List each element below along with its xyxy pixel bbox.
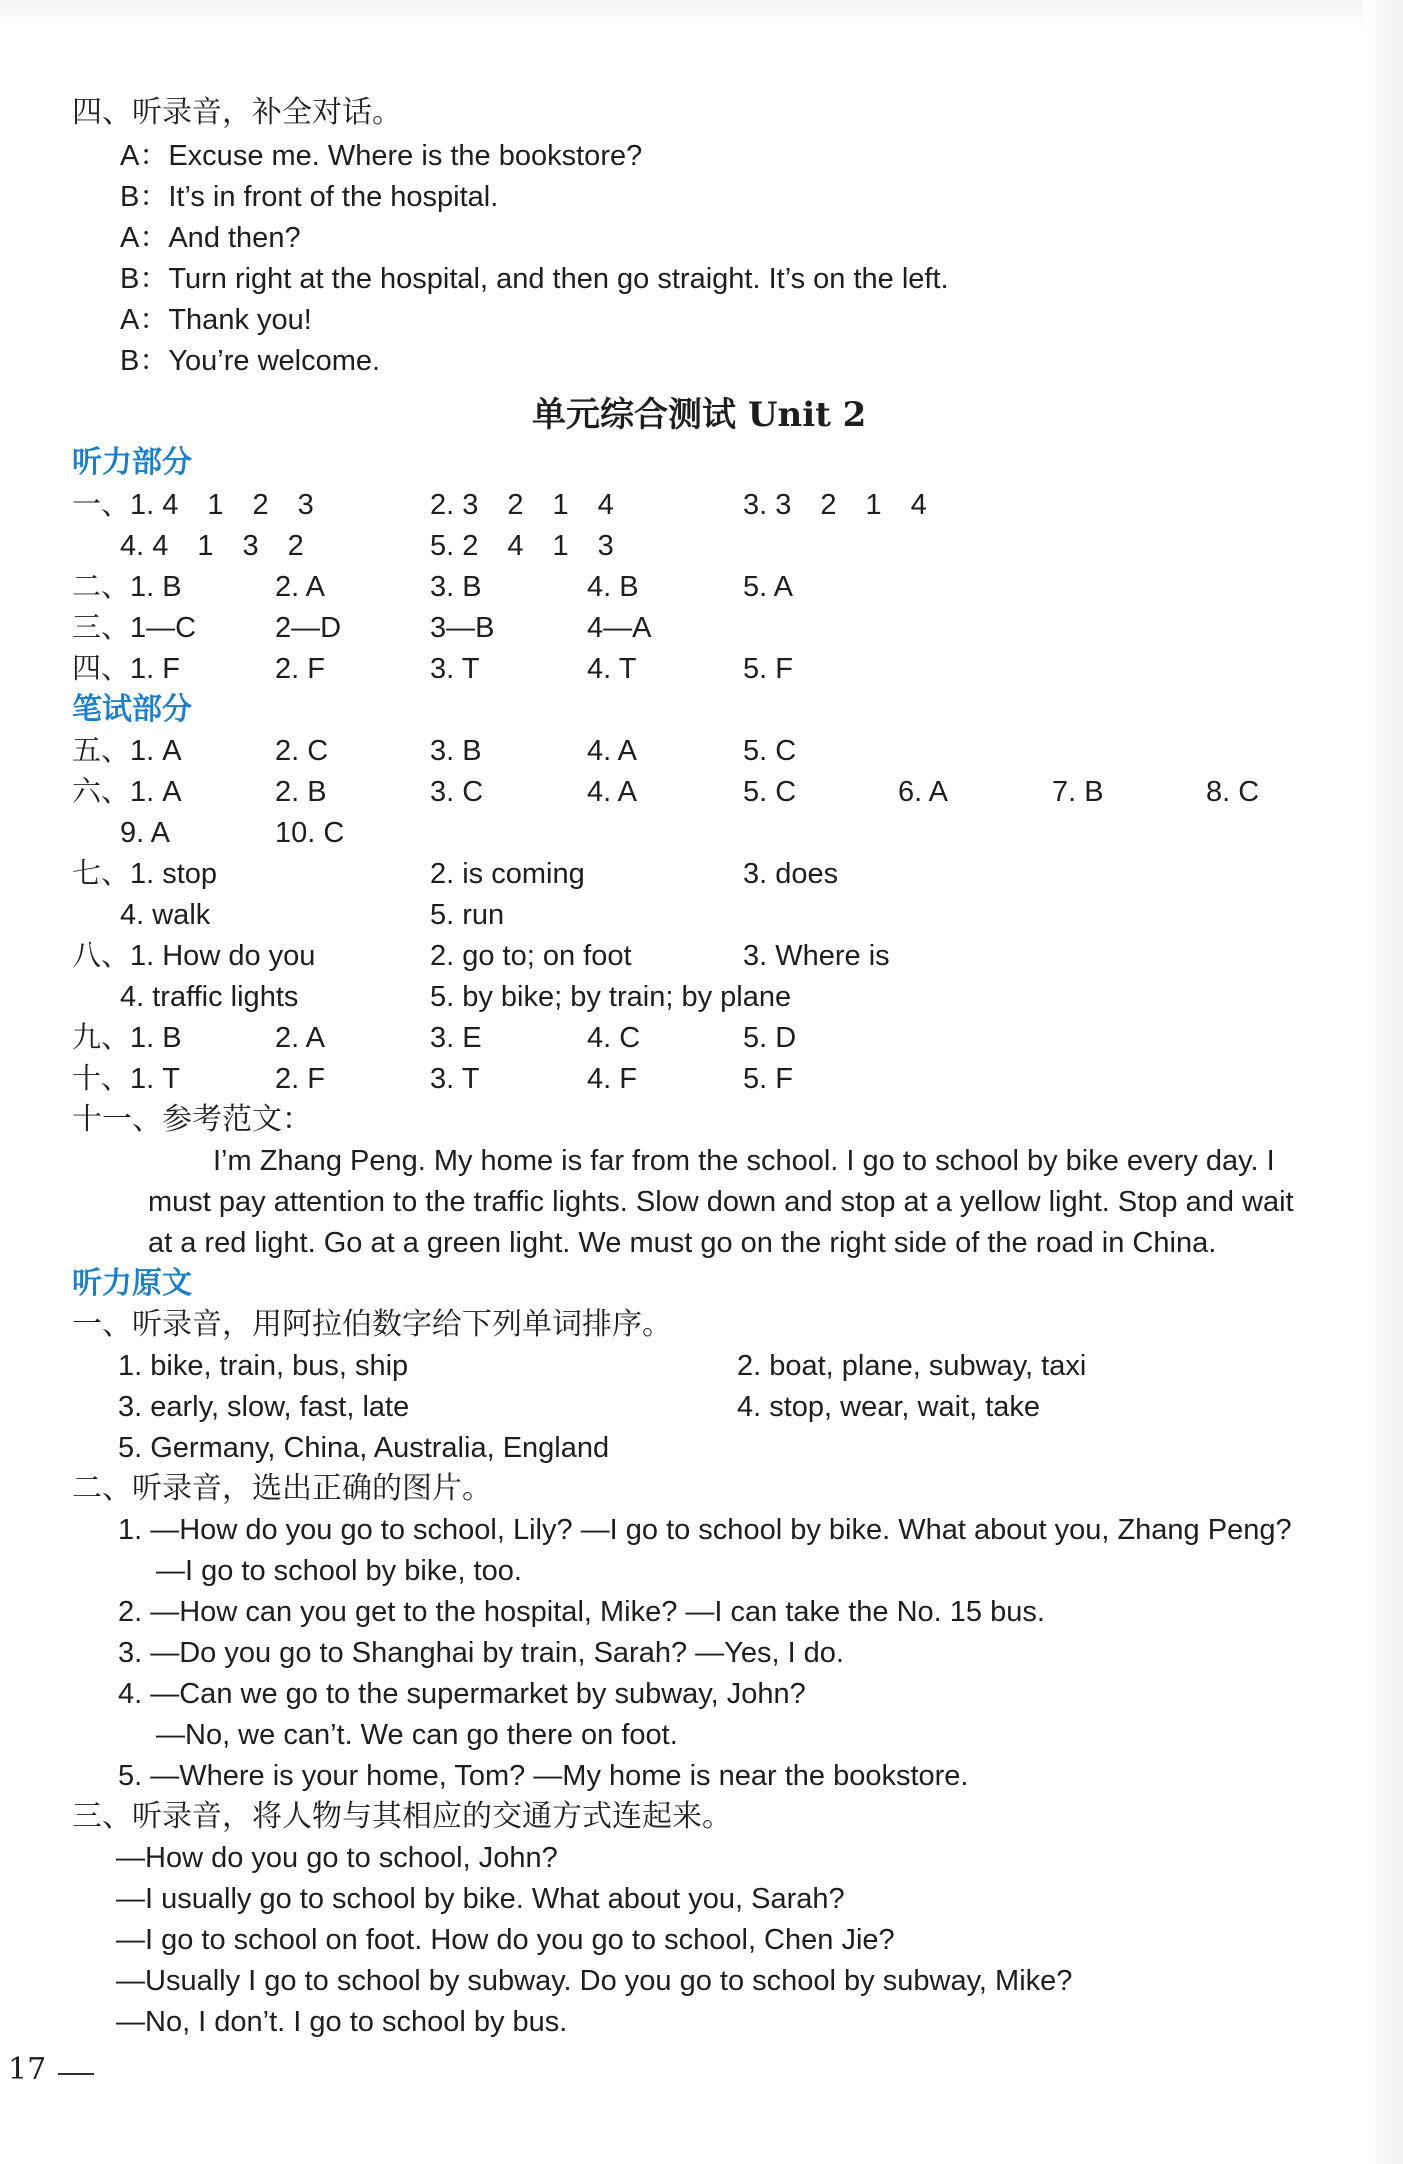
answer-q10-5: 5. F [743,1063,793,1095]
answer-q4-2: 2. F [275,653,325,685]
answer-q10-4: 4. F [587,1063,637,1095]
source-s2-line-2: —I go to school by bike, too. [156,1555,522,1587]
answer-q7-2: 2. is coming [430,858,585,890]
answer-q8-2: 2. go to; on foot [430,940,632,972]
answer-q5-3: 3. B [430,735,482,767]
answer-q2-4: 4. B [587,571,639,603]
answer-q2-3: 3. B [430,571,482,603]
writing-section-heading: 笔试部分 [72,692,192,727]
answer-q3-1: 三、1—C [72,612,197,644]
essay-line-3: at a red light. Go at a green light. We must go on the right side of the road in China. [148,1227,1217,1259]
answer-q7-3: 3. does [743,858,839,890]
answer-q8-1: 八、1. How do you [72,940,316,972]
source-s1-item-2: 2. boat, plane, subway, taxi [737,1350,1087,1382]
essay-heading: 十一、参考范文： [72,1102,312,1137]
answer-q7-1: 七、1. stop [72,858,218,890]
answer-q5-1: 五、1. A [72,735,182,767]
answer-q3-2: 2—D [275,612,342,644]
source-s2-heading: 二、听录音，选出正确的图片。 [72,1471,492,1506]
answer-q5-5: 5. C [743,735,797,767]
scan-top-shadow [0,0,1403,28]
answer-q2-2: 2. A [275,571,325,603]
answer-q6-5: 5. C [743,776,797,808]
answer-q1-4: 4. 4 1 3 2 [120,530,304,562]
answer-q7-4: 4. walk [120,899,211,931]
answer-q1-1: 一、1. 4 1 2 3 [72,489,314,521]
source-s1-item-1: 1. bike, train, bus, ship [118,1350,409,1382]
source-s2-line-3: 2. —How can you get to the hospital, Mike? —I can take the No. 15 bus. [118,1596,1045,1628]
answer-q4-1: 四、1. F [72,653,180,685]
source-s1-item-5: 5. Germany, China, Australia, England [118,1432,610,1464]
source-s1-item-3: 3. early, slow, fast, late [118,1391,410,1423]
answer-q9-1: 九、1. B [72,1022,182,1054]
part4-heading: 四、听录音，补全对话。 [72,95,402,130]
page-number-rule [58,2073,94,2075]
answer-q9-3: 3. E [430,1022,482,1054]
answer-q1-2: 2. 3 2 1 4 [430,489,614,521]
scan-edge-shadow [1363,0,1403,2164]
listening-section-heading: 听力部分 [72,445,192,480]
answer-q8-4: 4. traffic lights [120,981,299,1013]
page-number: 17 [8,2052,47,2087]
answer-q7-5: 5. run [430,899,505,931]
answer-q10-3: 3. T [430,1063,480,1095]
dialog-line-2: B：It’s in front of the hospital. [120,181,499,213]
dialog-line-1: A：Excuse me. Where is the bookstore? [120,140,643,172]
source-s3-line-1: —How do you go to school, John? [116,1842,558,1874]
answer-q3-3: 3—B [430,612,495,644]
source-section-heading: 听力原文 [72,1266,192,1301]
answer-q6-7: 7. B [1052,776,1104,808]
source-s2-line-1: 1. —How do you go to school, Lily? —I go to school by bike. What about you, Zhang Peng? [118,1514,1292,1546]
source-s3-line-4: —Usually I go to school by subway. Do you go to school by subway, Mike? [116,1965,1073,1997]
answer-q5-4: 4. A [587,735,637,767]
unit-title: 单元综合测试 Unit 2 [532,395,867,435]
dialog-line-3: A：And then? [120,222,301,254]
answer-q6-3: 3. C [430,776,484,808]
essay-line-1: I’m Zhang Peng. My home is far from the school. I go to school by bike every day. I [213,1145,1275,1177]
dialog-line-5: A：Thank you! [120,304,312,336]
answer-q4-4: 4. T [587,653,637,685]
answer-q4-5: 5. F [743,653,793,685]
answer-q2-5: 5. A [743,571,793,603]
answer-q6-9: 9. A [120,817,170,849]
answer-q8-5: 5. by bike; by train; by plane [430,981,792,1013]
answer-q3-4: 4—A [587,612,652,644]
answer-q1-5: 5. 2 4 1 3 [430,530,614,562]
source-s2-line-6: —No, we can’t. We can go there on foot. [156,1719,678,1751]
source-s3-line-2: —I usually go to school by bike. What about you, Sarah? [116,1883,845,1915]
source-s3-line-5: —No, I don’t. I go to school by bus. [116,2006,568,2038]
dialog-line-6: B：You’re welcome. [120,345,381,377]
answer-q6-6: 6. A [898,776,948,808]
answer-q1-3: 3. 3 2 1 4 [743,489,927,521]
source-s1-item-4: 4. stop, wear, wait, take [737,1391,1041,1423]
answer-q9-2: 2. A [275,1022,325,1054]
answer-q10-2: 2. F [275,1063,325,1095]
answer-q6-2: 2. B [275,776,327,808]
answer-q9-4: 4. C [587,1022,641,1054]
answer-q10-1: 十、1. T [72,1063,180,1095]
answer-q8-3: 3. Where is [743,940,890,972]
source-s2-line-5: 4. —Can we go to the supermarket by subway, John? [118,1678,806,1710]
answer-q4-3: 3. T [430,653,480,685]
answer-q6-8: 8. C [1206,776,1260,808]
source-s2-line-7: 5. —Where is your home, Tom? —My home is near the bookstore. [118,1760,969,1792]
source-s3-heading: 三、听录音，将人物与其相应的交通方式连起来。 [72,1799,732,1834]
source-s3-line-3: —I go to school on foot. How do you go to school, Chen Jie? [116,1924,895,1956]
answer-q9-5: 5. D [743,1022,797,1054]
answer-q6-1: 六、1. A [72,776,182,808]
answer-q5-2: 2. C [275,735,329,767]
dialog-line-4: B：Turn right at the hospital, and then go straight. It’s on the left. [120,263,949,295]
source-s1-heading: 一、听录音，用阿拉伯数字给下列单词排序。 [72,1307,672,1342]
answer-q6-10: 10. C [275,817,345,849]
essay-line-2: must pay attention to the traffic lights. Slow down and stop at a yellow light. Stop and wait [148,1186,1294,1218]
answer-q6-4: 4. A [587,776,637,808]
answer-q2-1: 二、1. B [72,571,182,603]
source-s2-line-4: 3. —Do you go to Shanghai by train, Sarah? —Yes, I do. [118,1637,844,1669]
